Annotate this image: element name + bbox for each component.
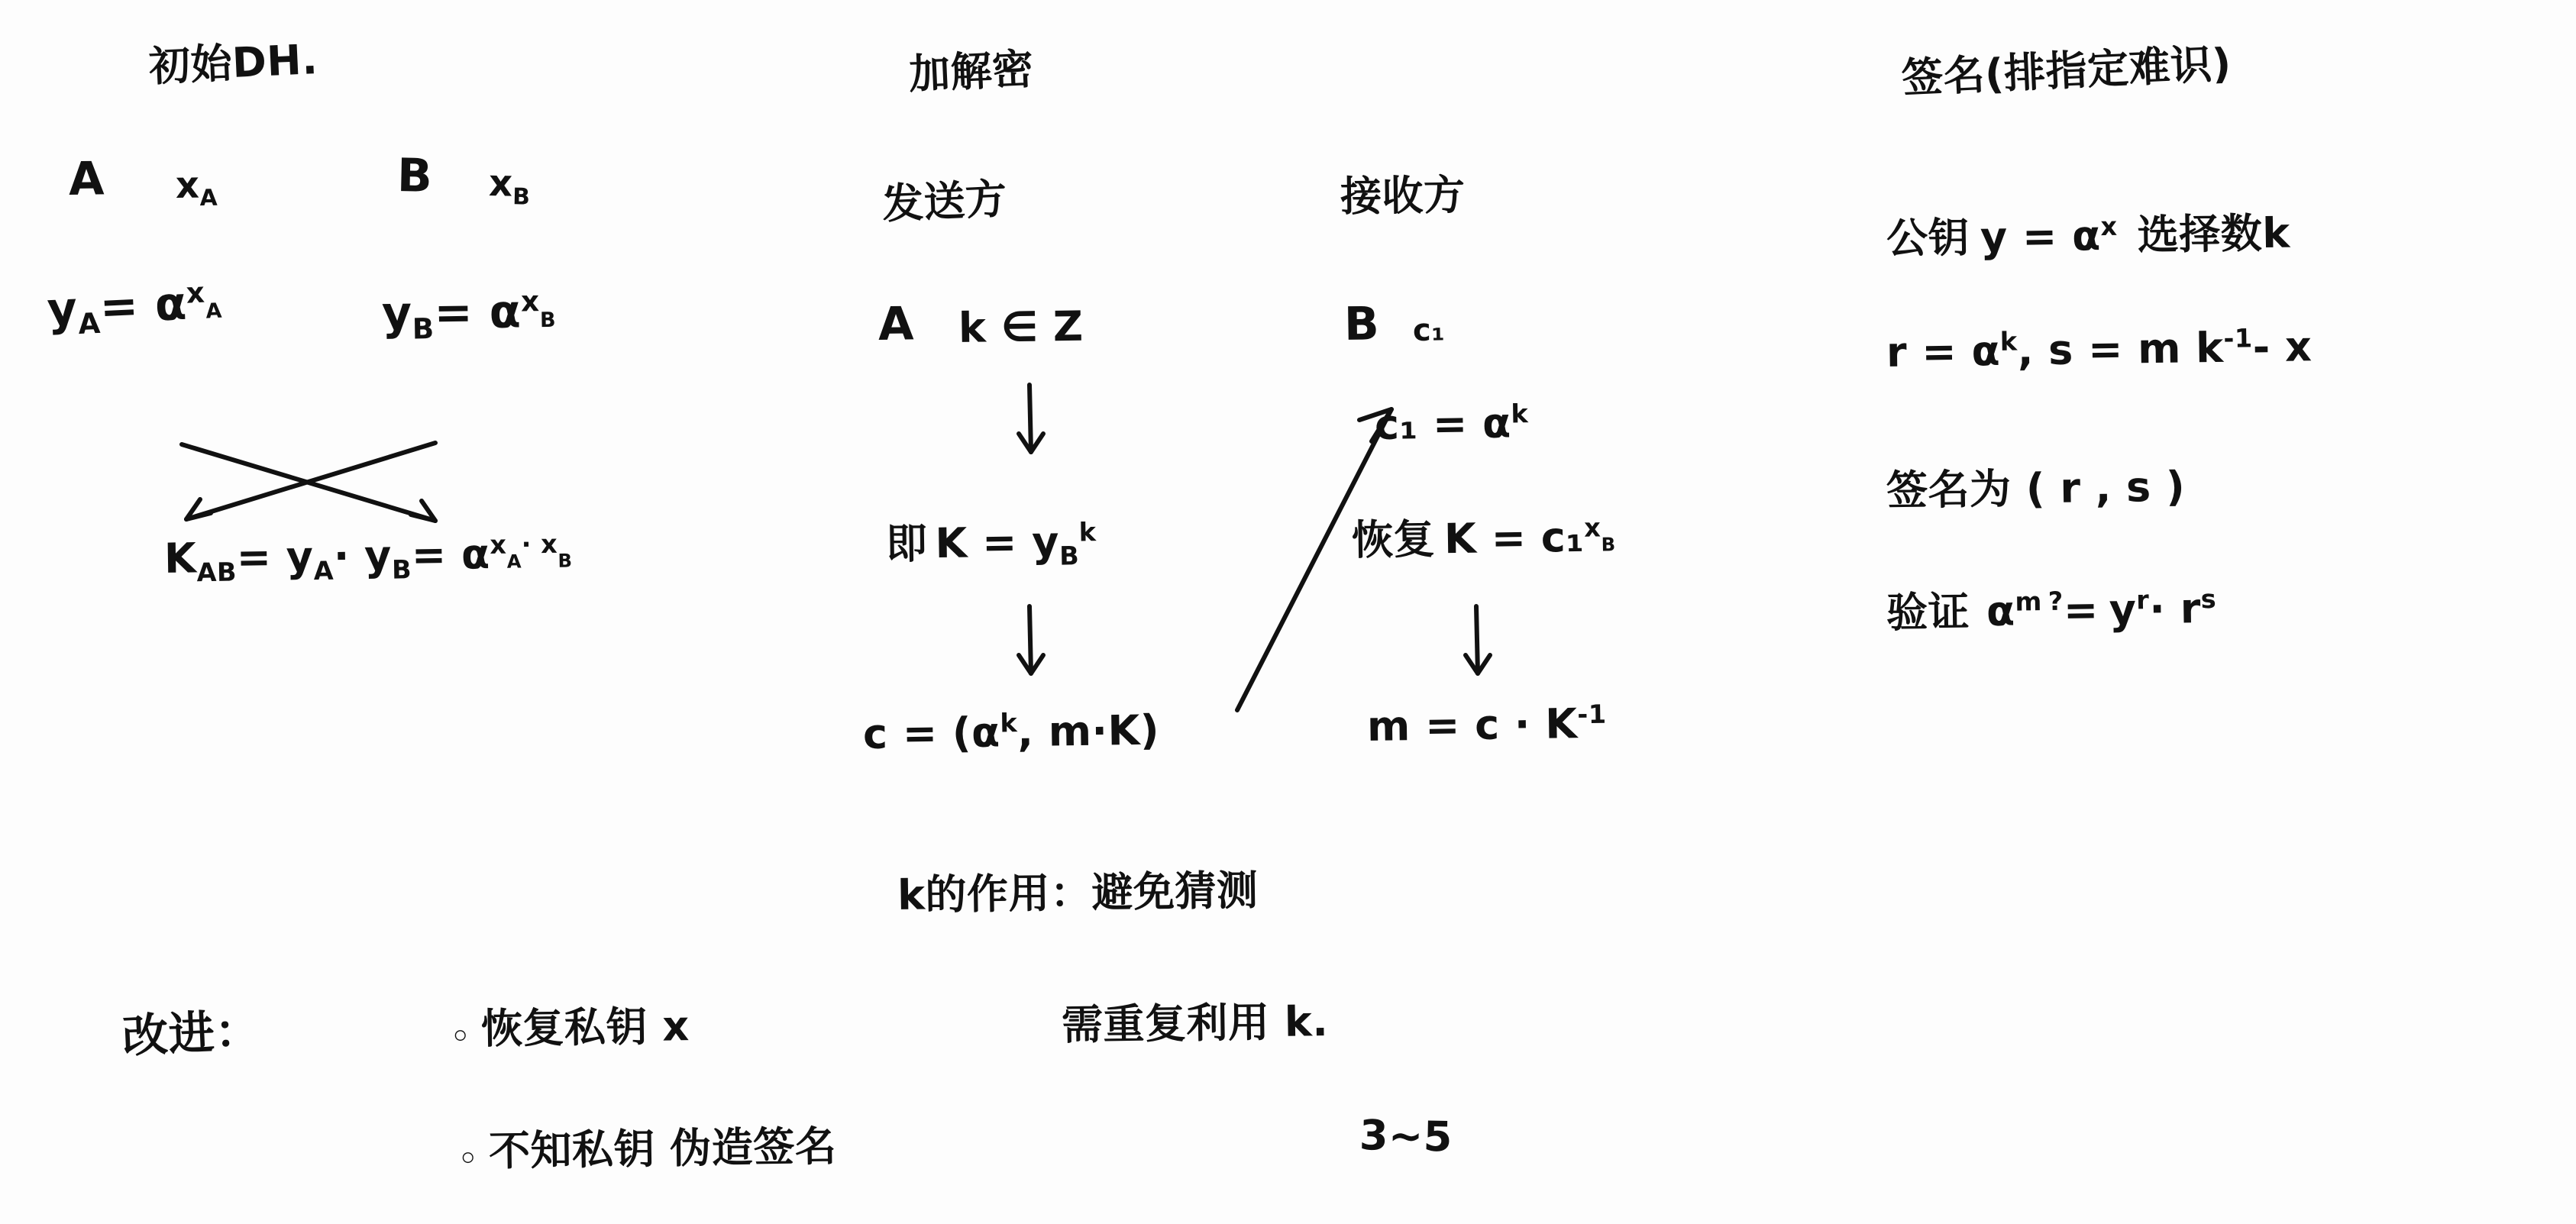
ya-base: y <box>46 282 79 337</box>
receiver-step-2-exp-sub: B <box>1601 533 1616 556</box>
receiver-step-3 <box>1367 699 1608 751</box>
yb-eq: = α <box>433 285 522 341</box>
down-arrow-2 <box>1008 603 1054 687</box>
party-b-secret-base: x <box>488 162 514 205</box>
public-key-line <box>1886 201 2290 265</box>
kab-mid2: · y <box>333 531 393 580</box>
left-title: 初始DH. <box>147 35 319 91</box>
verify-equals: = <box>2063 586 2099 635</box>
r-eq: r = α <box>1886 326 2001 376</box>
sender-step-2-exp: k <box>1078 517 1097 547</box>
yb-base: y <box>381 286 413 341</box>
kab-exp2-sub: B <box>558 549 573 572</box>
yb-exp: x <box>520 284 540 318</box>
bullet-2-marker: ◦ <box>458 1142 479 1177</box>
receiver-step-1-exp: k <box>1511 399 1529 429</box>
yb-exp-sub: B <box>539 308 557 333</box>
sender-step-3-tail: , m·K) <box>1017 706 1160 757</box>
sender-label: 发送方 <box>881 174 1008 228</box>
verify-question: ? <box>2048 586 2064 617</box>
receiver-party-sub: c₁ <box>1412 312 1446 348</box>
bullet-2-text: 不知私钥 伪造签名 <box>488 1122 837 1175</box>
receiver-party: B <box>1343 297 1380 351</box>
verify-rhs2: · r <box>2148 584 2202 634</box>
middle-title: 加解密 <box>907 44 1035 99</box>
party-b-label: B <box>396 149 433 203</box>
party-a-secret <box>176 163 218 212</box>
bullet-1-text: 恢复私钥 x <box>480 1002 690 1053</box>
improvement-label: 改进： <box>121 1003 263 1064</box>
kab-mid2-sub: B <box>391 554 412 585</box>
ya-equation <box>46 275 223 342</box>
sender-step-1: k ∈ Z <box>958 302 1084 352</box>
k-purpose-note: k的作用：避免猜测 <box>897 866 1259 919</box>
kab-mid-sub: A <box>313 555 335 586</box>
verify-alpha-exp: m <box>2015 586 2043 617</box>
ya-exp-sub: A <box>205 299 223 324</box>
sender-step-3-exp: k <box>1000 708 1018 738</box>
party-b-secret <box>488 162 531 211</box>
receiver-step-3-exp: -1 <box>1577 699 1607 730</box>
bullet-1-note: 需重复利用 k. <box>1061 997 1329 1049</box>
kab-exp: x <box>490 529 507 560</box>
choose-k-note: 选择数k <box>2137 208 2291 260</box>
receiver-step-2-prefix: 恢复 <box>1351 515 1436 564</box>
verify-rhs: y <box>2109 585 2137 634</box>
signature-pair-line: 签名为 ( r , s ) <box>1886 462 2186 515</box>
verify-line <box>1886 576 2216 639</box>
signature-rs-line <box>1886 322 2313 376</box>
yb-equation <box>381 284 556 346</box>
verify-rhs-exp: r <box>2135 585 2150 615</box>
kab-rhs: = α <box>411 530 490 580</box>
ya-sub: A <box>77 305 102 341</box>
party-a-secret-base: x <box>175 163 200 207</box>
kab-equation <box>164 529 573 588</box>
receiver-step-2-body: K = c₁ <box>1443 512 1585 564</box>
r-exp: k <box>1999 326 2018 357</box>
party-a-label: A <box>68 152 105 206</box>
public-key-prefix: 公钥 <box>1886 213 1970 263</box>
cross-arrows <box>176 435 451 534</box>
sender-party: A <box>878 297 915 351</box>
sender-step-2-prefix: 即 <box>885 519 928 568</box>
bullet-1-marker: ◦ <box>451 1019 471 1054</box>
sender-step-2-sub: B <box>1059 541 1080 571</box>
verify-alpha: α <box>1986 586 2016 636</box>
kab-sub: AB <box>196 557 238 588</box>
ya-exp: x <box>185 275 206 310</box>
kab-exp-sub: A <box>506 550 522 573</box>
sender-step-3 <box>863 706 1160 758</box>
down-arrow-1 <box>1008 382 1054 466</box>
receiver-step-1 <box>1375 399 1529 449</box>
ya-eq: = α <box>99 276 189 334</box>
sender-step-2 <box>885 509 1097 573</box>
public-key-eq: y = α <box>1980 212 2102 262</box>
receiver-label: 接收方 <box>1340 170 1466 221</box>
party-b-secret-sub: B <box>512 183 531 211</box>
kab-mid: = y <box>236 532 314 582</box>
kab-exp2: · x <box>521 528 558 560</box>
receiver-step-2-exp: x <box>1583 512 1602 543</box>
receiver-step-3-body: m = c · K <box>1366 699 1579 751</box>
s-eq: , s = m k <box>2017 323 2225 375</box>
yb-sub: B <box>412 312 435 346</box>
s-exp: -1 <box>2223 323 2253 354</box>
verify-prefix: 验证 <box>1886 587 1970 637</box>
receiver-step-2 <box>1351 504 1616 567</box>
sender-step-2-body: K = y <box>935 517 1060 568</box>
party-a-secret-sub: A <box>199 184 218 212</box>
receiver-step-1-body: c₁ = α <box>1374 399 1512 449</box>
bullet-2-note: 3~5 <box>1359 1111 1453 1161</box>
verify-rhs2-exp: s <box>2200 583 2217 615</box>
kab-base: K <box>163 534 197 583</box>
sender-step-3-body: c = (α <box>862 708 1001 758</box>
s-tail: - x <box>2252 322 2313 372</box>
down-arrow-3 <box>1455 603 1501 687</box>
right-title: 签名(排指定难识) <box>1900 39 2233 102</box>
public-key-exp: x <box>2100 211 2118 242</box>
